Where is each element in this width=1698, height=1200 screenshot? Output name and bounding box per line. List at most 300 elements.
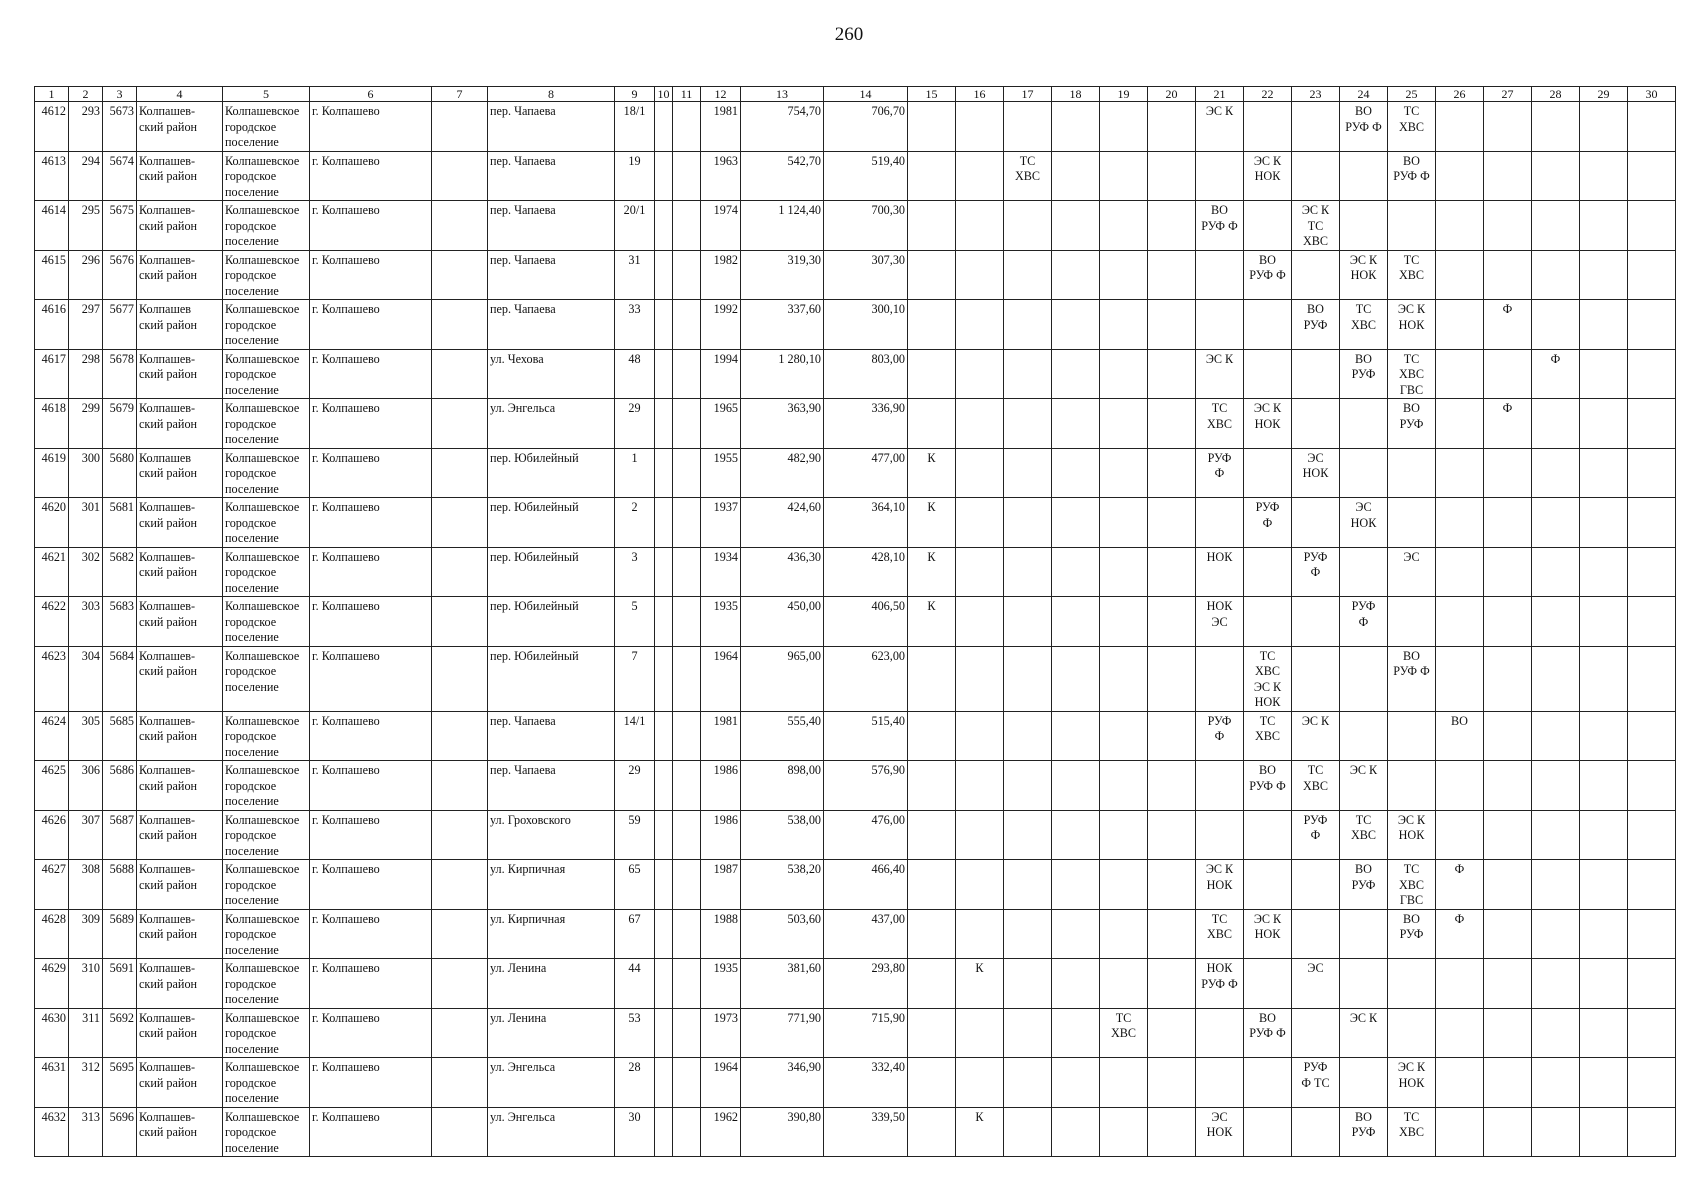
table-cell-col-26 <box>1436 1058 1484 1108</box>
table-cell-col-18 <box>1052 547 1100 597</box>
table-cell-col-26 <box>1436 1107 1484 1157</box>
table-cell-col-26 <box>1436 201 1484 251</box>
table-cell-col-8: ул. Энгельса <box>488 1107 615 1157</box>
table-cell-col-22: ЭС К НОК <box>1244 909 1292 959</box>
table-cell-col-9: 67 <box>615 909 655 959</box>
table-cell-col-29 <box>1580 646 1628 711</box>
table-cell-col-13: 898,00 <box>741 761 824 811</box>
table-cell-col-2: 311 <box>69 1008 103 1058</box>
table-cell-col-17 <box>1004 1107 1052 1157</box>
table-cell-col-24 <box>1340 1058 1388 1108</box>
column-header-2: 2 <box>69 87 103 102</box>
table-cell-col-23 <box>1292 860 1340 910</box>
table-cell-col-22: ЭС К НОК <box>1244 399 1292 449</box>
table-cell-col-1: 4630 <box>35 1008 69 1058</box>
housing-register-table <box>34 86 1676 1157</box>
table-cell-col-26 <box>1436 810 1484 860</box>
table-cell-col-2: 302 <box>69 547 103 597</box>
table-cell-col-7 <box>432 201 488 251</box>
column-header-15: 15 <box>908 87 956 102</box>
table-cell-col-29 <box>1580 1008 1628 1058</box>
table-cell-col-13: 482,90 <box>741 448 824 498</box>
table-cell-col-5: Колпашевское городское поселение <box>223 498 310 548</box>
table-cell-col-3: 5689 <box>103 909 137 959</box>
table-cell-col-24 <box>1340 909 1388 959</box>
table-cell-col-12: 1981 <box>701 102 741 152</box>
table-cell-col-22 <box>1244 1058 1292 1108</box>
table-cell-col-28 <box>1532 810 1580 860</box>
table-cell-col-18 <box>1052 1058 1100 1108</box>
table-cell-col-17 <box>1004 300 1052 350</box>
table-cell-col-3: 5674 <box>103 151 137 201</box>
table-cell-col-28 <box>1532 646 1580 711</box>
table-cell-col-20 <box>1148 1058 1196 1108</box>
table-cell-col-27 <box>1484 646 1532 711</box>
table-cell-col-27 <box>1484 711 1532 761</box>
table-row <box>35 349 1676 399</box>
table-cell-col-28 <box>1532 151 1580 201</box>
table-cell-col-17 <box>1004 909 1052 959</box>
table-cell-col-1: 4624 <box>35 711 69 761</box>
table-cell-col-8: пер. Юбилейный <box>488 498 615 548</box>
table-cell-col-13: 555,40 <box>741 711 824 761</box>
table-cell-col-15 <box>908 860 956 910</box>
table-cell-col-18 <box>1052 448 1100 498</box>
table-cell-col-18 <box>1052 959 1100 1009</box>
table-cell-col-7 <box>432 810 488 860</box>
table-cell-col-30 <box>1628 1107 1676 1157</box>
table-cell-col-7 <box>432 349 488 399</box>
table-cell-col-11 <box>673 349 701 399</box>
table-cell-col-21: ЭС НОК <box>1196 1107 1244 1157</box>
page-number: 260 <box>834 24 864 45</box>
table-cell-col-26: Ф <box>1436 909 1484 959</box>
table-cell-col-18 <box>1052 1107 1100 1157</box>
table-cell-col-7 <box>432 547 488 597</box>
table-cell-col-27 <box>1484 151 1532 201</box>
table-cell-col-25: ТС ХВС <box>1388 102 1436 152</box>
table-cell-col-4: Колпашев- ский район <box>137 1058 223 1108</box>
table-cell-col-14: 406,50 <box>824 597 908 647</box>
table-cell-col-7 <box>432 250 488 300</box>
table-cell-col-3: 5680 <box>103 448 137 498</box>
table-cell-col-16 <box>956 860 1004 910</box>
table-cell-col-22 <box>1244 860 1292 910</box>
table-cell-col-1: 4627 <box>35 860 69 910</box>
table-row <box>35 1058 1676 1108</box>
table-cell-col-24 <box>1340 959 1388 1009</box>
table-cell-col-29 <box>1580 597 1628 647</box>
table-cell-col-1: 4616 <box>35 300 69 350</box>
table-cell-col-3: 5679 <box>103 399 137 449</box>
table-cell-col-16 <box>956 151 1004 201</box>
table-cell-col-9: 65 <box>615 860 655 910</box>
table-cell-col-1: 4632 <box>35 1107 69 1157</box>
table-cell-col-17: ТС ХВС <box>1004 151 1052 201</box>
table-cell-col-25: ВО РУФ Ф <box>1388 646 1436 711</box>
table-cell-col-14: 515,40 <box>824 711 908 761</box>
table-cell-col-4: Колпашев ский район <box>137 448 223 498</box>
table-cell-col-1: 4617 <box>35 349 69 399</box>
table-cell-col-13: 503,60 <box>741 909 824 959</box>
table-cell-col-17 <box>1004 349 1052 399</box>
column-header-19: 19 <box>1100 87 1148 102</box>
table-cell-col-9: 28 <box>615 1058 655 1108</box>
table-cell-col-25: ВО РУФ Ф <box>1388 151 1436 201</box>
table-cell-col-6: г. Колпашево <box>310 1058 432 1108</box>
table-cell-col-29 <box>1580 201 1628 251</box>
table-cell-col-20 <box>1148 498 1196 548</box>
table-cell-col-11 <box>673 860 701 910</box>
table-cell-col-7 <box>432 860 488 910</box>
table-cell-col-13: 542,70 <box>741 151 824 201</box>
table-cell-col-12: 1994 <box>701 349 741 399</box>
table-cell-col-15: К <box>908 597 956 647</box>
table-cell-col-10 <box>655 250 673 300</box>
table-cell-col-24 <box>1340 201 1388 251</box>
table-cell-col-29 <box>1580 860 1628 910</box>
table-cell-col-20 <box>1148 810 1196 860</box>
table-body <box>35 102 1676 1157</box>
table-cell-col-17 <box>1004 201 1052 251</box>
table-cell-col-2: 294 <box>69 151 103 201</box>
table-cell-col-11 <box>673 201 701 251</box>
table-cell-col-4: Колпашев- ский район <box>137 711 223 761</box>
table-cell-col-11 <box>673 711 701 761</box>
table-cell-col-11 <box>673 102 701 152</box>
table-cell-col-16 <box>956 761 1004 811</box>
table-cell-col-3: 5676 <box>103 250 137 300</box>
table-cell-col-26 <box>1436 250 1484 300</box>
table-cell-col-1: 4615 <box>35 250 69 300</box>
table-cell-col-27 <box>1484 810 1532 860</box>
table-cell-col-25: ВО РУФ <box>1388 399 1436 449</box>
table-cell-col-3: 5684 <box>103 646 137 711</box>
table-cell-col-2: 295 <box>69 201 103 251</box>
column-header-9: 9 <box>615 87 655 102</box>
table-cell-col-5: Колпашевское городское поселение <box>223 151 310 201</box>
table-cell-col-23 <box>1292 151 1340 201</box>
table-cell-col-6: г. Колпашево <box>310 1008 432 1058</box>
table-cell-col-30 <box>1628 959 1676 1009</box>
table-row <box>35 547 1676 597</box>
table-cell-col-15 <box>908 909 956 959</box>
table-cell-col-26 <box>1436 151 1484 201</box>
table-cell-col-21 <box>1196 810 1244 860</box>
column-header-10: 10 <box>655 87 673 102</box>
table-cell-col-30 <box>1628 761 1676 811</box>
table-cell-col-3: 5691 <box>103 959 137 1009</box>
table-cell-col-7 <box>432 711 488 761</box>
table-cell-col-2: 313 <box>69 1107 103 1157</box>
column-header-21: 21 <box>1196 87 1244 102</box>
table-cell-col-8: ул. Энгельса <box>488 399 615 449</box>
column-header-18: 18 <box>1052 87 1100 102</box>
table-cell-col-16 <box>956 646 1004 711</box>
table-cell-col-16 <box>956 448 1004 498</box>
table-cell-col-23: ЭС НОК <box>1292 448 1340 498</box>
table-cell-col-13: 1 280,10 <box>741 349 824 399</box>
table-cell-col-3: 5685 <box>103 711 137 761</box>
table-cell-col-2: 305 <box>69 711 103 761</box>
table-cell-col-24: ЭС К <box>1340 1008 1388 1058</box>
table-cell-col-22 <box>1244 448 1292 498</box>
table-row <box>35 250 1676 300</box>
table-cell-col-27 <box>1484 1058 1532 1108</box>
table-cell-col-13: 965,00 <box>741 646 824 711</box>
table-cell-col-29 <box>1580 1058 1628 1108</box>
table-cell-col-2: 297 <box>69 300 103 350</box>
table-cell-col-15 <box>908 711 956 761</box>
table-cell-col-11 <box>673 959 701 1009</box>
table-cell-col-19: ТС ХВС <box>1100 1008 1148 1058</box>
table-cell-col-12: 1986 <box>701 761 741 811</box>
table-cell-col-23: ЭС К ТС ХВС <box>1292 201 1340 251</box>
table-cell-col-16: К <box>956 959 1004 1009</box>
table-cell-col-26 <box>1436 399 1484 449</box>
table-cell-col-19 <box>1100 646 1148 711</box>
table-cell-col-22: ВО РУФ Ф <box>1244 761 1292 811</box>
table-row <box>35 102 1676 152</box>
table-cell-col-7 <box>432 959 488 1009</box>
table-cell-col-5: Колпашевское городское поселение <box>223 1058 310 1108</box>
table-cell-col-23: ЭС <box>1292 959 1340 1009</box>
table-cell-col-11 <box>673 300 701 350</box>
table-cell-col-26 <box>1436 498 1484 548</box>
table-cell-col-6: г. Колпашево <box>310 810 432 860</box>
table-cell-col-3: 5683 <box>103 597 137 647</box>
table-cell-col-16 <box>956 810 1004 860</box>
table-cell-col-8: пер. Чапаева <box>488 300 615 350</box>
table-cell-col-18 <box>1052 597 1100 647</box>
table-cell-col-8: пер. Чапаева <box>488 151 615 201</box>
column-header-13: 13 <box>741 87 824 102</box>
table-cell-col-12: 1935 <box>701 959 741 1009</box>
table-cell-col-21: РУФ Ф <box>1196 711 1244 761</box>
table-cell-col-23 <box>1292 1008 1340 1058</box>
table-cell-col-30 <box>1628 498 1676 548</box>
table-cell-col-6: г. Колпашево <box>310 498 432 548</box>
table-cell-col-22: ТС ХВС <box>1244 711 1292 761</box>
table-cell-col-11 <box>673 1107 701 1157</box>
table-cell-col-11 <box>673 597 701 647</box>
table-cell-col-17 <box>1004 102 1052 152</box>
table-row <box>35 498 1676 548</box>
table-cell-col-1: 4628 <box>35 909 69 959</box>
table-cell-col-19 <box>1100 597 1148 647</box>
table-cell-col-10 <box>655 959 673 1009</box>
table-cell-col-3: 5682 <box>103 547 137 597</box>
table-row <box>35 399 1676 449</box>
table-cell-col-7 <box>432 498 488 548</box>
table-cell-col-6: г. Колпашево <box>310 959 432 1009</box>
table-cell-col-9: 14/1 <box>615 711 655 761</box>
table-cell-col-5: Колпашевское городское поселение <box>223 102 310 152</box>
table-cell-col-8: пер. Чапаева <box>488 761 615 811</box>
table-cell-col-3: 5681 <box>103 498 137 548</box>
table-cell-col-9: 59 <box>615 810 655 860</box>
table-cell-col-12: 1955 <box>701 448 741 498</box>
table-cell-col-3: 5673 <box>103 102 137 152</box>
table-cell-col-30 <box>1628 448 1676 498</box>
table-cell-col-25 <box>1388 597 1436 647</box>
table-cell-col-20 <box>1148 349 1196 399</box>
table-cell-col-10 <box>655 1107 673 1157</box>
table-cell-col-23 <box>1292 349 1340 399</box>
table-cell-col-7 <box>432 102 488 152</box>
table-cell-col-3: 5675 <box>103 201 137 251</box>
table-cell-col-5: Колпашевское городское поселение <box>223 860 310 910</box>
table-cell-col-13: 390,80 <box>741 1107 824 1157</box>
table-cell-col-23 <box>1292 597 1340 647</box>
table-cell-col-21 <box>1196 300 1244 350</box>
table-cell-col-4: Колпашев- ский район <box>137 102 223 152</box>
table-cell-col-14: 466,40 <box>824 860 908 910</box>
table-cell-col-5: Колпашевское городское поселение <box>223 399 310 449</box>
table-cell-col-8: ул. Чехова <box>488 349 615 399</box>
table-cell-col-6: г. Колпашево <box>310 1107 432 1157</box>
table-cell-col-27 <box>1484 597 1532 647</box>
table-row <box>35 1107 1676 1157</box>
table-cell-col-17 <box>1004 597 1052 647</box>
table-cell-col-15 <box>908 1107 956 1157</box>
table-cell-col-19 <box>1100 448 1148 498</box>
table-cell-col-21 <box>1196 1008 1244 1058</box>
table-cell-col-11 <box>673 1058 701 1108</box>
table-cell-col-5: Колпашевское городское поселение <box>223 761 310 811</box>
table-cell-col-2: 293 <box>69 102 103 152</box>
table-cell-col-18 <box>1052 860 1100 910</box>
table-cell-col-22 <box>1244 201 1292 251</box>
table-cell-col-26 <box>1436 646 1484 711</box>
table-cell-col-24: ВО РУФ <box>1340 860 1388 910</box>
table-cell-col-28 <box>1532 909 1580 959</box>
table-row <box>35 860 1676 910</box>
table-cell-col-21 <box>1196 646 1244 711</box>
table-cell-col-26 <box>1436 547 1484 597</box>
table-cell-col-30 <box>1628 597 1676 647</box>
table-cell-col-28 <box>1532 1107 1580 1157</box>
table-cell-col-17 <box>1004 399 1052 449</box>
column-header-4: 4 <box>137 87 223 102</box>
table-cell-col-2: 299 <box>69 399 103 449</box>
table-cell-col-18 <box>1052 201 1100 251</box>
table-cell-col-24: ВО РУФ Ф <box>1340 102 1388 152</box>
column-header-7: 7 <box>432 87 488 102</box>
table-cell-col-4: Колпашев- ский район <box>137 349 223 399</box>
table-cell-col-26 <box>1436 448 1484 498</box>
table-cell-col-4: Колпашев- ский район <box>137 250 223 300</box>
table-cell-col-19 <box>1100 547 1148 597</box>
table-cell-col-10 <box>655 102 673 152</box>
table-cell-col-16 <box>956 201 1004 251</box>
table-cell-col-28 <box>1532 761 1580 811</box>
table-cell-col-22 <box>1244 102 1292 152</box>
column-header-3: 3 <box>103 87 137 102</box>
table-cell-col-2: 296 <box>69 250 103 300</box>
column-header-23: 23 <box>1292 87 1340 102</box>
table-cell-col-14: 477,00 <box>824 448 908 498</box>
table-cell-col-14: 706,70 <box>824 102 908 152</box>
table-cell-col-7 <box>432 597 488 647</box>
table-cell-col-4: Колпашев- ский район <box>137 547 223 597</box>
table-cell-col-10 <box>655 711 673 761</box>
table-cell-col-29 <box>1580 761 1628 811</box>
table-cell-col-11 <box>673 399 701 449</box>
table-cell-col-19 <box>1100 1058 1148 1108</box>
table-cell-col-9: 29 <box>615 399 655 449</box>
table-cell-col-11 <box>673 498 701 548</box>
table-cell-col-14: 336,90 <box>824 399 908 449</box>
table-cell-col-16 <box>956 102 1004 152</box>
table-cell-col-29 <box>1580 498 1628 548</box>
table-cell-col-20 <box>1148 399 1196 449</box>
table-cell-col-6: г. Колпашево <box>310 201 432 251</box>
column-header-22: 22 <box>1244 87 1292 102</box>
table-cell-col-9: 18/1 <box>615 102 655 152</box>
table-cell-col-5: Колпашевское городское поселение <box>223 1008 310 1058</box>
table-cell-col-14: 803,00 <box>824 349 908 399</box>
table-cell-col-17 <box>1004 1058 1052 1108</box>
table-cell-col-27 <box>1484 201 1532 251</box>
table-cell-col-8: пер. Чапаева <box>488 250 615 300</box>
table-cell-col-28 <box>1532 448 1580 498</box>
table-cell-col-14: 293,80 <box>824 959 908 1009</box>
table-cell-col-8: пер. Чапаева <box>488 102 615 152</box>
table-cell-col-25 <box>1388 711 1436 761</box>
table-cell-col-28 <box>1532 860 1580 910</box>
table-cell-col-17 <box>1004 646 1052 711</box>
column-header-8: 8 <box>488 87 615 102</box>
table-cell-col-3: 5688 <box>103 860 137 910</box>
table-row <box>35 909 1676 959</box>
table-cell-col-21: НОК РУФ Ф <box>1196 959 1244 1009</box>
table-cell-col-18 <box>1052 810 1100 860</box>
table-cell-col-6: г. Колпашево <box>310 547 432 597</box>
table-cell-col-27 <box>1484 1008 1532 1058</box>
table-cell-col-4: Колпашев- ский район <box>137 151 223 201</box>
table-cell-col-7 <box>432 1058 488 1108</box>
table-cell-col-6: г. Колпашево <box>310 761 432 811</box>
table-cell-col-2: 307 <box>69 810 103 860</box>
table-cell-col-11 <box>673 761 701 811</box>
table-cell-col-17 <box>1004 1008 1052 1058</box>
table-cell-col-27: Ф <box>1484 300 1532 350</box>
table-cell-col-19 <box>1100 250 1148 300</box>
table-cell-col-8: пер. Юбилейный <box>488 448 615 498</box>
table-cell-col-18 <box>1052 1008 1100 1058</box>
table-cell-col-12: 1988 <box>701 909 741 959</box>
table-cell-col-24 <box>1340 151 1388 201</box>
table-row <box>35 300 1676 350</box>
table-cell-col-29 <box>1580 102 1628 152</box>
table-row <box>35 761 1676 811</box>
table-cell-col-17 <box>1004 810 1052 860</box>
table-cell-col-15: К <box>908 448 956 498</box>
table-cell-col-15 <box>908 102 956 152</box>
table-cell-col-5: Колпашевское городское поселение <box>223 711 310 761</box>
table-cell-col-18 <box>1052 909 1100 959</box>
table-cell-col-16: К <box>956 1107 1004 1157</box>
table-cell-col-18 <box>1052 399 1100 449</box>
table-cell-col-4: Колпашев- ский район <box>137 597 223 647</box>
table-cell-col-14: 332,40 <box>824 1058 908 1108</box>
table-cell-col-9: 19 <box>615 151 655 201</box>
table-cell-col-19 <box>1100 860 1148 910</box>
table-cell-col-24 <box>1340 399 1388 449</box>
table-cell-col-14: 519,40 <box>824 151 908 201</box>
table-cell-col-15 <box>908 761 956 811</box>
